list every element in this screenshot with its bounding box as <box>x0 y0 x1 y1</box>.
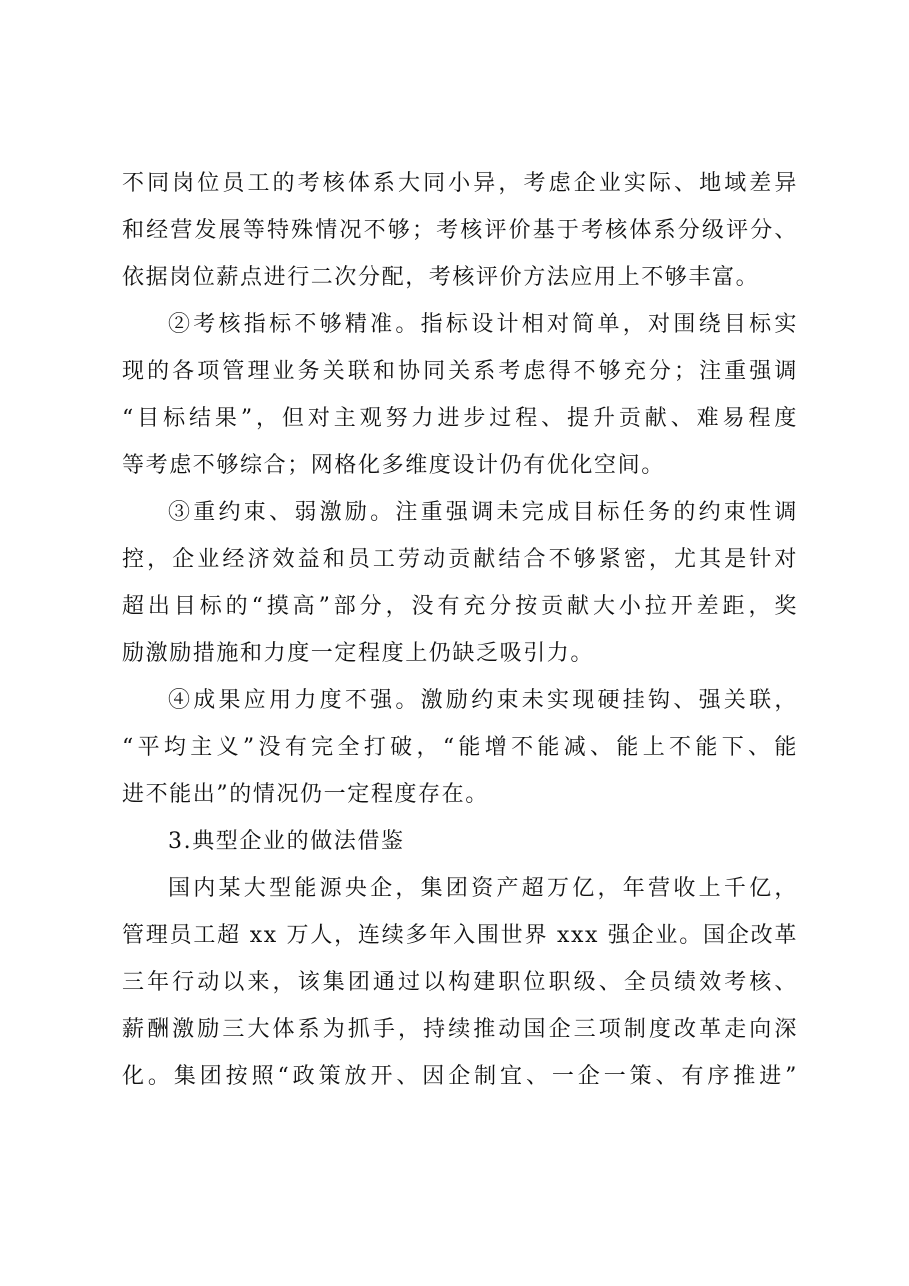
text-line: 超出目标的“摸高”部分，没有充分按贡献大小拉开差距，奖 <box>122 594 798 619</box>
text-line: “平均主义”没有完全打破，“能增不能减、能上不能下、能 <box>122 735 798 760</box>
text-line: ③重约束、弱激励。注重强调未完成目标任务的约束性调 <box>168 500 798 525</box>
text-line: 依据岗位薪点进行二次分配，考核评价方法应用上不够丰富。 <box>122 265 760 290</box>
text-line: 不同岗位员工的考核体系大同小异，考虑企业实际、地域差异 <box>122 171 798 196</box>
text-line: 控，企业经济效益和员工劳动贡献结合不够紧密，尤其是针对 <box>122 547 798 572</box>
text-line: 国内某大型能源央企，集团资产超万亿，年营收上千亿， <box>168 876 798 901</box>
text-line: “目标结果”，但对主观努力进步过程、提升贡献、难易程度 <box>122 406 798 431</box>
text-line: 三年行动以来，该集团通过以构建职位职级、全员绩效考核、 <box>122 970 798 995</box>
text-line: 薪酬激励三大体系为抓手，持续推动国企三项制度改革走向深 <box>122 1017 798 1042</box>
text-line: 现的各项管理业务关联和协同关系考虑得不够充分；注重强调 <box>122 359 798 384</box>
text-line: 管理员工超 xx 万人，连续多年入围世界 xxx 强企业。国企改革 <box>122 923 798 948</box>
document-body <box>122 160 798 1100</box>
text-line: 等考虑不够综合；网格化多维度设计仍有优化空间。 <box>122 453 665 478</box>
text-line: ②考核指标不够精准。指标设计相对简单，对围绕目标实 <box>168 312 798 337</box>
text-line: 和经营发展等特殊情况不够；考核评价基于考核体系分级评分、 <box>122 218 798 243</box>
text-line: 化。集团按照“政策放开、因企制宜、一企一策、有序推进” <box>122 1064 798 1089</box>
text-line: 进不能出”的情况仍一定程度存在。 <box>122 782 489 807</box>
text-line: ④成果应用力度不强。激励约束未实现硬挂钩、强关联， <box>168 688 798 713</box>
text-line: 励激励措施和力度一定程度上仍缺乏吸引力。 <box>122 641 595 666</box>
section-heading: 3.典型企业的做法借鉴 <box>168 829 405 854</box>
